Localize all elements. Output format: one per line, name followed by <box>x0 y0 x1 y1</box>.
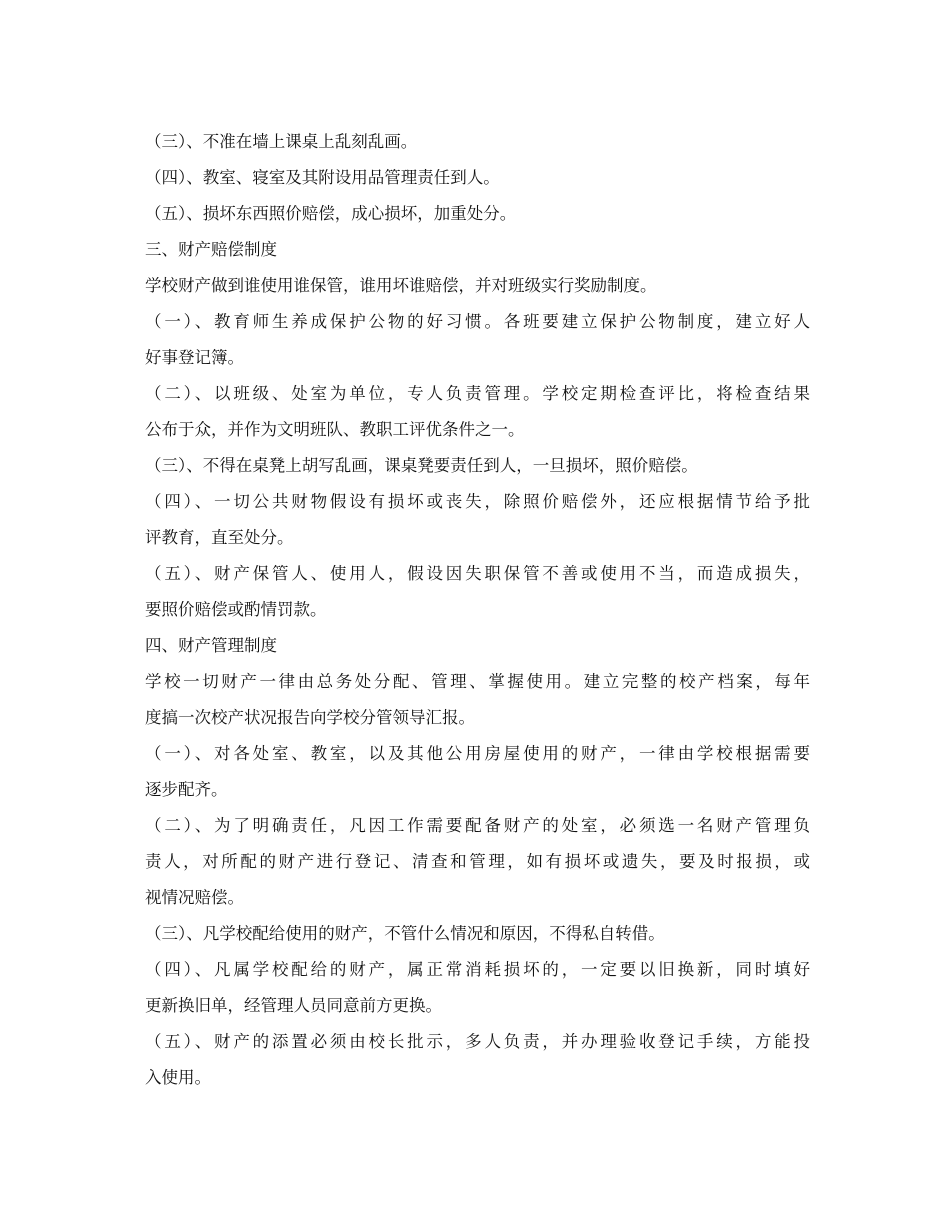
text-line: （四）、一切公共财物假设有损坏或丧失，除照价赔偿外，还应根据情节给予批 <box>145 492 810 511</box>
text-line: （三）、凡学校配给使用的财产，不管什么情况和原因，不得私自转借。 <box>145 924 665 943</box>
text-line: （四）、教室、寝室及其附设用品管理责任到人。 <box>145 168 500 187</box>
text-line: （三）、不得在桌凳上胡写乱画，课桌凳要责任到人，一旦损坏，照价赔偿。 <box>145 456 698 475</box>
text-line: 逐步配齐。 <box>145 780 228 799</box>
text-line: （三）、不准在墙上课桌上乱刻乱画。 <box>145 132 418 151</box>
text-line: 要照价赔偿或酌情罚款。 <box>145 600 327 619</box>
text-line: 入使用。 <box>145 1068 211 1087</box>
section-heading: 三、财产赔偿制度 <box>145 240 277 259</box>
text-line: 评教育，直至处分。 <box>145 528 294 547</box>
text-line: 好事登记簿。 <box>145 348 244 367</box>
section-heading: 四、财产管理制度 <box>145 636 277 655</box>
text-line: （二）、以班级、处室为单位，专人负责管理。学校定期检查评比，将检查结果 <box>145 384 810 403</box>
text-line: （四）、凡属学校配给的财产，属正常消耗损坏的，一定要以旧换新，同时填好 <box>145 960 810 979</box>
text-line: （五）、财产的添置必须由校长批示，多人负责，并办理验收登记手续，方能投 <box>145 1032 810 1051</box>
text-line: （一）、对各处室、教室，以及其他公用房屋使用的财产，一律由学校根据需要 <box>145 744 810 763</box>
text-line: 度搞一次校产状况报告向学校分管领导汇报。 <box>145 708 475 727</box>
text-line: 更新换旧单，经管理人员同意前方更换。 <box>145 996 442 1015</box>
text-line: （五）、损坏东西照价赔偿，成心损坏，加重处分。 <box>145 204 517 223</box>
text-line: （二）、为了明确责任，凡因工作需要配备财产的处室，必须选一名财产管理负 <box>145 816 810 835</box>
text-line: （五）、财产保管人、使用人，假设因失职保管不善或使用不当，而造成损失， <box>145 564 810 583</box>
document-body <box>145 124 810 1096</box>
text-line: 视情况赔偿。 <box>145 888 244 907</box>
text-line: 公布于众，并作为文明班队、教职工评优条件之一。 <box>145 420 525 439</box>
text-line: 学校财产做到谁使用谁保管，谁用坏谁赔偿，并对班级实行奖励制度。 <box>145 276 657 295</box>
text-line: （一）、教育师生养成保护公物的好习惯。各班要建立保护公物制度，建立好人 <box>145 312 810 331</box>
text-line: 责人，对所配的财产进行登记、清查和管理，如有损坏或遗失，要及时报损，或 <box>145 852 810 871</box>
text-line: 学校一切财产一律由总务处分配、管理、掌握使用。建立完整的校产档案，每年 <box>145 672 810 691</box>
